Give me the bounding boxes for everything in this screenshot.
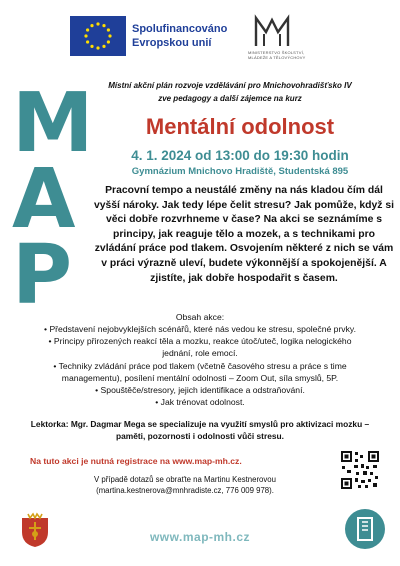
map-logo-icon: [344, 508, 386, 550]
obsah-item: • Představení nejobvyklejších scénářů, které nás vedou ke stresu, společné prvky.: [44, 324, 356, 334]
eu-text-line2: Evropskou unií: [132, 37, 212, 49]
msmt-text: [248, 50, 305, 60]
obsah-item: • Techniky zvládání práce pod tlakem (včetně časového stresu a práce s time managementu), posílení mentální odolnosti – Zoom Out, síla smyslů, 5P.: [53, 361, 347, 383]
lecturer-info: Lektorka: Mgr. Dagmar Mega se specializuje na využití smyslů pro aktivizaci mozku – paměti, pozornosti i odolnosti vůči stresu.: [30, 419, 370, 441]
msmt-emblem-icon: [254, 14, 290, 48]
contact-info: [40, 474, 330, 496]
footer: [0, 500, 400, 566]
event-date: 4. 1. 2024 od 13:00 do 19:30 hodin: [131, 148, 349, 163]
obsah-item: • Jak trénovat odolnost.: [155, 397, 245, 407]
map-letter-a: A: [12, 152, 76, 247]
eu-text-line1: Spolufinancováno: [132, 23, 228, 35]
obsah-title: Obsah akce:: [175, 312, 225, 322]
obsah-item: • Principy přirozených reakcí těla a mozku, reakce útoč/uteč, logika nelogického jednání, role emocí.: [48, 336, 352, 358]
qr-code-icon[interactable]: [340, 450, 380, 490]
header-line-1: Místní akční plán rozvoje vzdělávání pro Mnichovohradišťsko IV: [108, 81, 352, 90]
msmt-text-line1: MINISTERSTVO ŠKOLSTVÍ,: [248, 50, 305, 55]
eu-funding-text: [132, 22, 227, 50]
page-title: Mentální odolnost: [145, 114, 335, 139]
event-venue: Gymnázium Mnichovo Hradiště, Studentská 895: [131, 166, 349, 177]
msmt-logo: [248, 14, 318, 64]
header-line-2: zve pedagogy a další zájemce na kurz: [158, 94, 302, 103]
registration-notice: Na tuto akci je nutná registrace na www.map-mh.cz.: [30, 456, 242, 466]
map-letter-p: P: [12, 228, 73, 323]
logo-bar: [0, 0, 400, 70]
eu-flag-icon: [70, 16, 126, 56]
website-link[interactable]: www.map-mh.cz: [149, 530, 251, 544]
map-letter-m: M: [12, 76, 94, 171]
msmt-text-line2: MLÁDEŽE A TĚLOVÝCHOVY: [248, 55, 306, 60]
coat-of-arms-icon: [18, 512, 52, 548]
contact-line2: (martina.kestnerova@mnhradiste.cz, 776 009 978).: [96, 486, 274, 495]
obsah-item: • Spouštěče/stresory, jejich identifikace a odstraňování.: [95, 385, 305, 395]
contact-line1: V případě dotazů se obraťte na Martinu Kestnerovou: [94, 475, 276, 484]
event-description: Pracovní tempo a neustálé změny na nás kladou čím dál vyšší nároky. Jak tedy lépe čelit stresu? Jak pomůže, když si věci dobře rozvrhneme v čase? Na akci se seznámíme s principy, jak reaguje tělo a mozek, a s technikami pro zvládání práce pod tlakem. Osvojením některé z nich se vám v práci výrazně uleví, budete výkonnější a spokojenější. A zjistíte, jak dobře hospodařit s časem.: [93, 185, 395, 284]
